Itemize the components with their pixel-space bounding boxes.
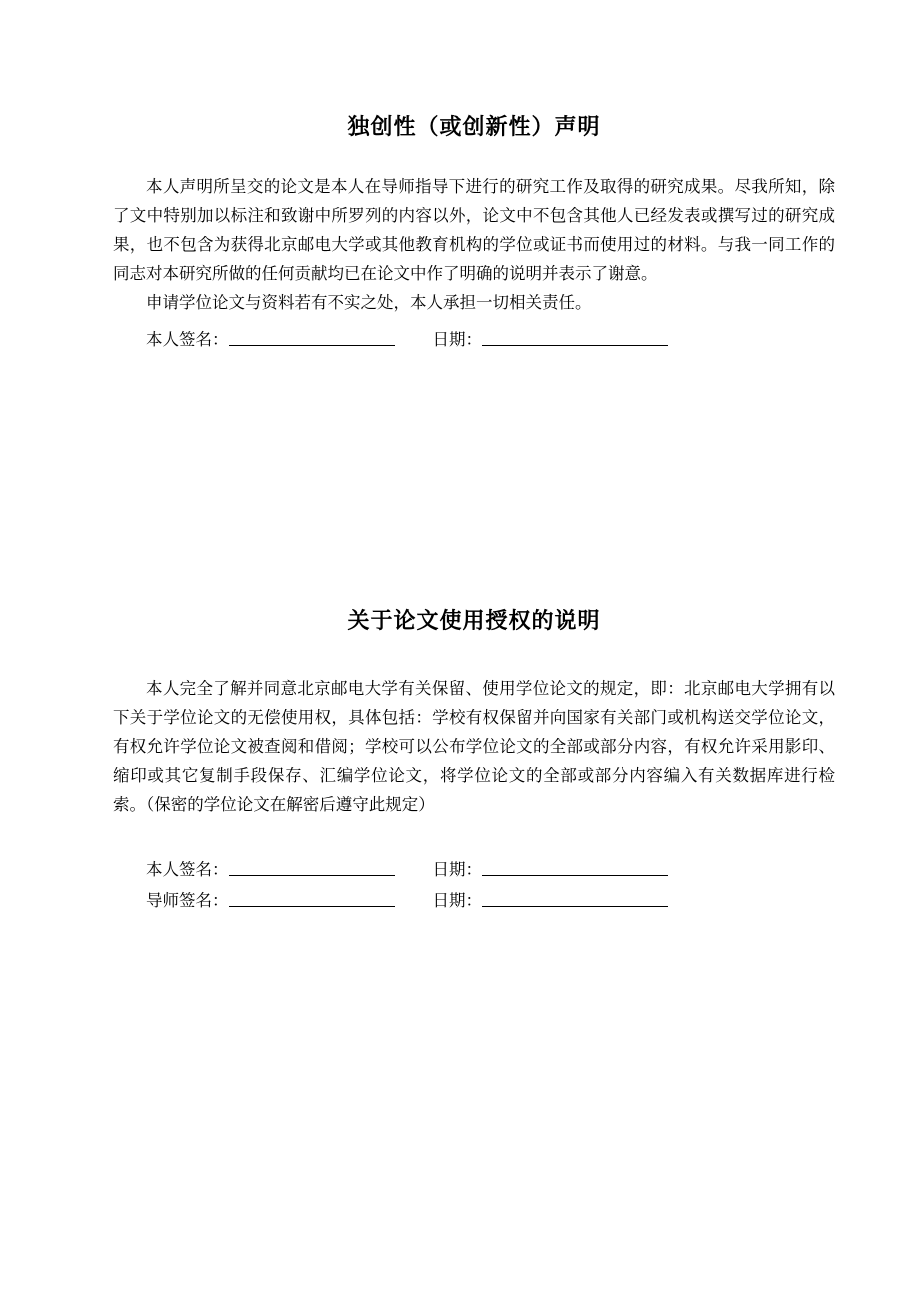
originality-declaration-section xyxy=(113,112,835,350)
advisor-signature-label: 导师签名： xyxy=(146,891,229,910)
authorization-signature-block xyxy=(113,849,835,911)
author-signature-line[interactable] xyxy=(229,857,395,876)
date-label: 日期： xyxy=(432,891,482,910)
author-signature-line[interactable] xyxy=(229,327,395,346)
declaration-signature-block xyxy=(113,319,835,350)
authorization-paragraph-1: 本人完全了解并同意北京邮电大学有关保留、使用学位论文的规定，即：北京邮电大学拥有以下关于学位论文的无偿使用权，具体包括：学校有权保留并向国家有关部门或机构送交学位论文，有权允许学位论文被查阅和借阅；学校可以公布学位论文的全部或部分内容，有权允许采用影印、缩印或其它复制手段保存、汇编学位论文，将学位论文的全部或部分内容编入有关数据库进行检索。（保密的学位论文在解密后遵守此规定） xyxy=(113,679,835,814)
originality-declaration-title: 独创性（或创新性）声明 xyxy=(347,115,601,140)
date-line[interactable] xyxy=(482,857,668,876)
date-label: 日期： xyxy=(432,860,482,879)
advisor-signature-row xyxy=(113,880,835,911)
date-line[interactable] xyxy=(482,327,668,346)
declaration-paragraph-2: 申请学位论文与资料若有不实之处，本人承担一切相关责任。 xyxy=(146,293,592,312)
author-signature-label: 本人签名： xyxy=(146,860,229,879)
declaration-paragraph-1: 本人声明所呈交的论文是本人在导师指导下进行的研究工作及取得的研究成果。尽我所知，除了文中特别加以标注和致谢中所罗列的内容以外，论文中不包含其他人已经发表或撰写过的研究成果，也不包含为获得北京邮电大学或其他教育机构的学位或证书而使用过的材料。与我一同工作的同志对本研究所做的任何贡献均已在论文中作了明确的说明并表示了谢意。 xyxy=(113,177,835,283)
date-label: 日期： xyxy=(432,330,482,349)
declaration-signature-row xyxy=(113,319,835,350)
author-signature-row xyxy=(113,849,835,880)
advisor-signature-line[interactable] xyxy=(229,888,395,907)
authorization-title: 关于论文使用授权的说明 xyxy=(347,609,601,634)
author-signature-label: 本人签名： xyxy=(146,330,229,349)
date-line[interactable] xyxy=(482,888,668,907)
authorization-section xyxy=(113,606,835,911)
